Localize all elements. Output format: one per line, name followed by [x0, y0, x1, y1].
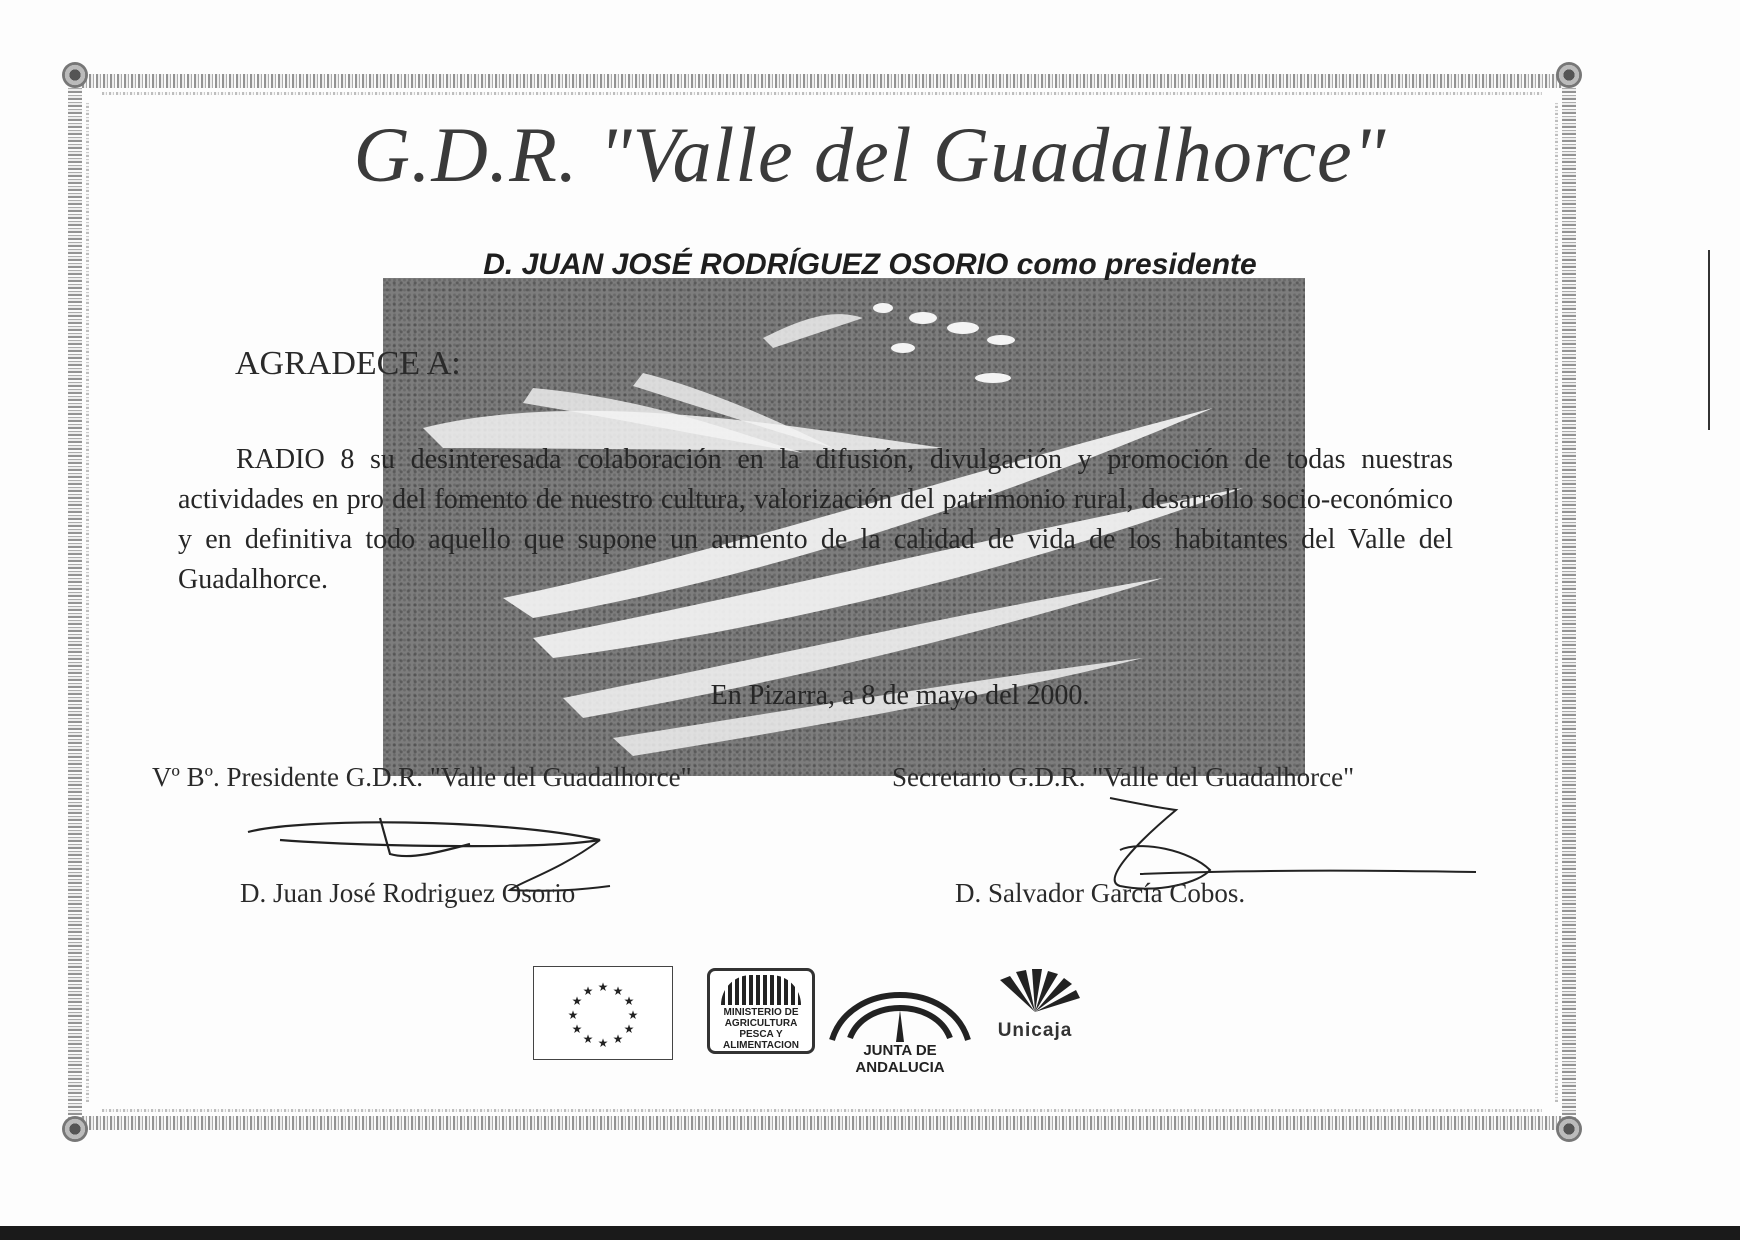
certificate-title: G.D.R. "Valle del Guadalhorce": [353, 111, 1387, 198]
svg-text:★: ★: [627, 1008, 639, 1022]
corner-ornament-icon: [1556, 62, 1582, 88]
corner-ornament-icon: [62, 1116, 88, 1142]
svg-text:★: ★: [582, 984, 594, 998]
svg-text:★: ★: [571, 1022, 583, 1036]
junta-andalucia-label: JUNTA DE ANDALUCIA: [855, 1042, 945, 1076]
presenter-line: D. JUAN JOSÉ RODRÍGUEZ OSORIO como presidente: [483, 248, 1257, 281]
date-line: En Pizarra, a 8 de mayo del 2000.: [710, 680, 1090, 711]
border-inner-top: [102, 92, 1542, 95]
border-left: [68, 82, 82, 1122]
svg-text:★: ★: [623, 994, 635, 1008]
border-inner-bottom: [102, 1109, 1542, 1112]
ministry-logo: MINISTERIO DE AGRICULTURA PESCA Y ALIMENTACION: [707, 968, 815, 1054]
svg-text:★: ★: [567, 1008, 579, 1022]
scan-bottom-edge: [0, 1226, 1740, 1240]
scan-edge-line: [1708, 250, 1710, 430]
secretary-role-label: Secretario G.D.R. "Valle del Guadalhorce": [892, 762, 1355, 792]
corner-ornament-icon: [1556, 1116, 1582, 1142]
certificate-body: [178, 440, 1453, 600]
svg-text:★: ★: [582, 1032, 594, 1046]
eu-flag-icon: [533, 966, 673, 1060]
svg-text:★: ★: [612, 984, 624, 998]
ministry-emblem-icon: [721, 975, 801, 1005]
thanks-heading: AGRADECE A:: [235, 345, 461, 382]
corner-ornament-icon: [62, 62, 88, 88]
svg-text:★: ★: [597, 980, 609, 994]
president-role-label: Vº Bº. Presidente G.D.R. "Valle del Guadalhorce": [152, 762, 692, 792]
svg-text:★: ★: [612, 1032, 624, 1046]
border-right: [1562, 82, 1576, 1122]
svg-text:★: ★: [623, 1022, 635, 1036]
svg-text:★: ★: [597, 1036, 609, 1050]
border-bottom: [82, 1116, 1562, 1130]
border-top: [82, 74, 1562, 88]
svg-text:★: ★: [571, 994, 583, 1008]
body-text: RADIO 8 su desinteresada colaboración en la difusión, divulgación y promoción de todas nuestras actividades en pro del fomento de nuestro cultura, valorización del patrimonio rural, desarrollo socio-económico y en definitiva todo aquello que supone un aumento de la calidad de vida de los habitantes del Valle del Guadalhorce.: [178, 444, 1453, 595]
president-name: D. Juan José Rodriguez Osorio: [240, 878, 576, 908]
secretary-name: D. Salvador García Cobos.: [955, 878, 1246, 908]
unicaja-label: Unicaja: [997, 1020, 1073, 1041]
